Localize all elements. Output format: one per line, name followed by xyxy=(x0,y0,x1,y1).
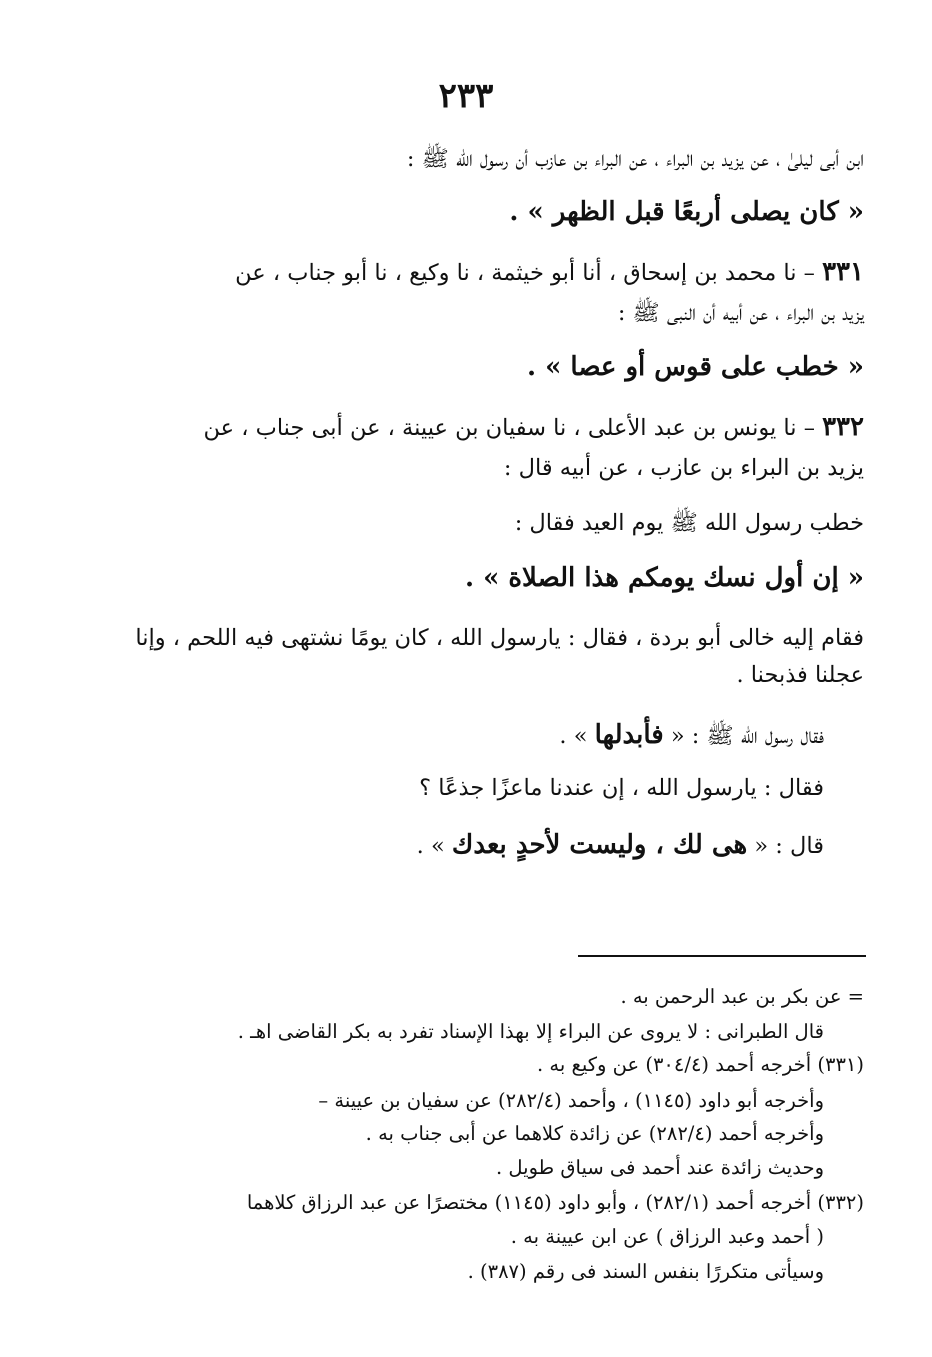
text-span: » . xyxy=(416,833,452,859)
text-span: فقال رسول الله ﷺ : « xyxy=(663,723,824,749)
hadith-matn: « إن أول نسك يومكم هذا الصلاة » . xyxy=(465,563,864,593)
hadith-matn: فأبدلها xyxy=(594,720,664,750)
text-line: ابن أبى ليلىٰ ، عن يزيد بن البراء ، عن البراء بن عازب أن رسول الله ﷺ : xyxy=(406,146,864,172)
text-line: يزيد بن البراء ، عن أبيه أن النبى ﷺ : xyxy=(617,300,864,326)
footnote-line: (٣٣٢) أخرجه أحمد (٢٨٢/١) ، وأبو داود (١١٤٥) مختصرًا عن عبد الرزاق كلاهما xyxy=(246,1191,864,1214)
footnote-line: وأخرجه أبو داود (١١٤٥) ، وأحمد (٢٨٢/٤) عن سفيان بن عيينة – xyxy=(318,1089,824,1112)
text-line: فقال : يارسول الله ، إن عندنا ماعزًا جذعًا ؟ xyxy=(419,775,824,801)
footnote-line: وسيأتى متكررًا بنفس السند فى رقم (٣٨٧) . xyxy=(467,1260,824,1283)
text-line: عجلنا فذبحنا . xyxy=(736,662,864,688)
text-line xyxy=(417,830,824,860)
hadith-number: ٣٣١ xyxy=(822,257,864,287)
footnote-line: (٣٣١) أخرجه أحمد (٣٠٤/٤) عن وكيع به . xyxy=(537,1053,864,1076)
hadith-number: ٣٣٢ xyxy=(822,412,864,442)
footnote-line: قال الطبرانى : لا يروى عن البراء إلا بهذا الإسناد تفرد به بكر القاضى اهـ . xyxy=(237,1020,824,1043)
hadith-331-isnad xyxy=(235,257,864,287)
text-line xyxy=(559,720,824,755)
hadith-matn: « كان يصلى أربعًا قبل الظهر » . xyxy=(509,197,864,227)
text-line: يزيد بن البراء بن عازب ، عن أبيه قال : xyxy=(503,455,864,481)
footnote-line: وأخرجه أحمد (٢٨٢/٤) عن زائدة كلاهما عن أبى جناب به . xyxy=(365,1122,824,1145)
footnote-line: = عن بكر بن عبد الرحمن به . xyxy=(620,985,864,1008)
footnote-line: وحديث زائدة عند أحمد فى سياق طويل . xyxy=(496,1156,824,1179)
hadith-332-isnad xyxy=(204,412,864,442)
page-number: ٢٣٣ xyxy=(438,76,494,116)
footnote-divider xyxy=(578,955,866,957)
hadith-matn: هى لك ، وليست لأحدٍ بعدك xyxy=(451,830,748,860)
isnad-text: – نا محمد بن إسحاق ، أنا أبو خيثمة ، نا وكيع ، نا أبو جناب ، عن xyxy=(235,260,823,286)
text-line: خطب رسول الله ﷺ يوم العيد فقال : xyxy=(514,510,864,536)
text-span: » . xyxy=(559,723,595,749)
text-line: فقام إليه خالى أبو بردة ، فقال : يارسول الله ، كان يومًا نشتهى فيه اللحم ، وإنا xyxy=(135,625,864,651)
isnad-text: – نا يونس بن عبد الأعلى ، نا سفيان بن عيينة ، عن أبى جناب ، عن xyxy=(203,415,823,441)
footnote-line: ( أحمد وعبد الرزاق ) عن ابن عيينة به . xyxy=(510,1225,824,1248)
text-span: قال : « xyxy=(747,833,824,859)
hadith-matn: « خطب على قوس أو عصا » . xyxy=(527,352,864,382)
